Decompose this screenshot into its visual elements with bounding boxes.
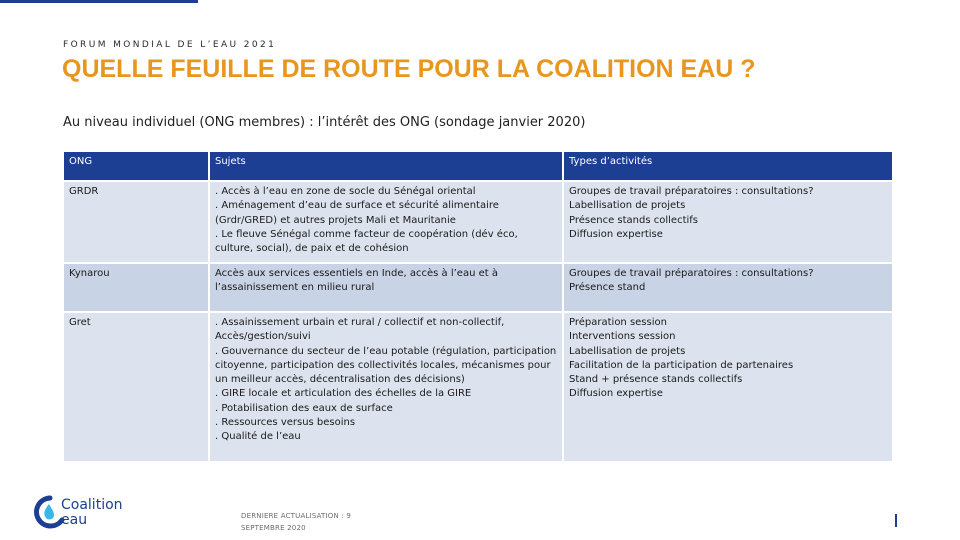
cell-sujets [209, 312, 563, 462]
sujet-line: . Potabilisation des eaux de surface [215, 402, 393, 414]
sujet-line: . Aménagement d’eau de surface et sécurité alimentaire (Grdr/GRED) et autres projets Mali et Mauritanie [215, 200, 499, 226]
sujet-line: . Ressources versus besoins [215, 417, 356, 429]
top-accent-bar [0, 0, 198, 3]
forum-kicker: FORUM MONDIAL DE L’EAU 2021 [63, 40, 277, 50]
sujet-line: . Gouvernance du secteur de l’eau potable (régulation, participation citoyenne, participation des collectivités locales, mécanismes pour un meilleur accès, décentralisation des décisions) [215, 345, 557, 386]
cell-sujets [209, 181, 563, 263]
sujet-line: . Le fleuve Sénégal comme facteur de coopération (dév éco, culture, social), de paix et de cohésion [215, 228, 518, 255]
sujet-line: Accès aux services essentiels en Inde, accès à l’eau et à l’assainissement en milieu rural [215, 268, 498, 294]
table-row [63, 181, 893, 263]
cell-activites [563, 312, 893, 462]
activite-line: Diffusion expertise [569, 228, 663, 240]
sujet-line: . Accès à l’eau en zone de socle du Sénégal oriental [215, 186, 476, 197]
sujet-line: . GIRE locale et articulation des échelles de la GIRE [215, 388, 472, 400]
header-activites: Types d’activités [563, 151, 893, 181]
activite-line: Présence stands collectifs [569, 214, 699, 226]
logo-wordmark [61, 498, 123, 528]
cell-activites [563, 181, 893, 263]
header-sujets: Sujets [209, 151, 563, 181]
table-row [63, 312, 893, 462]
table-header-row [63, 151, 893, 181]
sujet-line: . Assainissement urbain et rural / collectif et non-collectif, Accès/gestion/suivi [215, 317, 505, 343]
last-update-line-1: DERNIERE ACTUALISATION : 9 [241, 512, 351, 520]
ong-table [62, 150, 894, 463]
page-title: QUELLE FEUILLE DE ROUTE POUR LA COALITION EAU ? [62, 55, 756, 83]
activite-line: Labellisation de projets [569, 345, 686, 357]
activite-line: Groupes de travail préparatoires : consultations? [569, 186, 814, 197]
activite-line: Facilitation de la participation de partenaires [569, 359, 794, 371]
cell-ong: GRDR [63, 181, 209, 263]
page-subtitle: Au niveau individuel (ONG membres) : l’intérêt des ONG (sondage janvier 2020) [63, 115, 586, 130]
cell-ong: Gret [63, 312, 209, 462]
page-marker [895, 514, 897, 527]
activite-line: Présence stand [569, 282, 646, 294]
activite-line: Interventions session [569, 331, 676, 343]
logo-line-eau: eau [61, 512, 88, 528]
activite-line: Labellisation de projets [569, 200, 686, 212]
activite-line: Stand + présence stands collectifs [569, 374, 743, 386]
last-update-line-2: SEPTEMBRE 2020 [241, 524, 306, 532]
cell-activites [563, 263, 893, 312]
activite-line: Groupes de travail préparatoires : consultations? [569, 268, 814, 279]
cell-ong: Kynarou [63, 263, 209, 312]
sujet-line: . Qualité de l’eau [215, 431, 301, 443]
header-ong: ONG [63, 151, 209, 181]
last-update-note [241, 510, 351, 534]
logo-line-coalition: Coalition [61, 497, 123, 513]
cell-sujets [209, 263, 563, 312]
table-row [63, 263, 893, 312]
activite-line: Préparation session [569, 317, 667, 328]
activite-line: Diffusion expertise [569, 388, 663, 400]
